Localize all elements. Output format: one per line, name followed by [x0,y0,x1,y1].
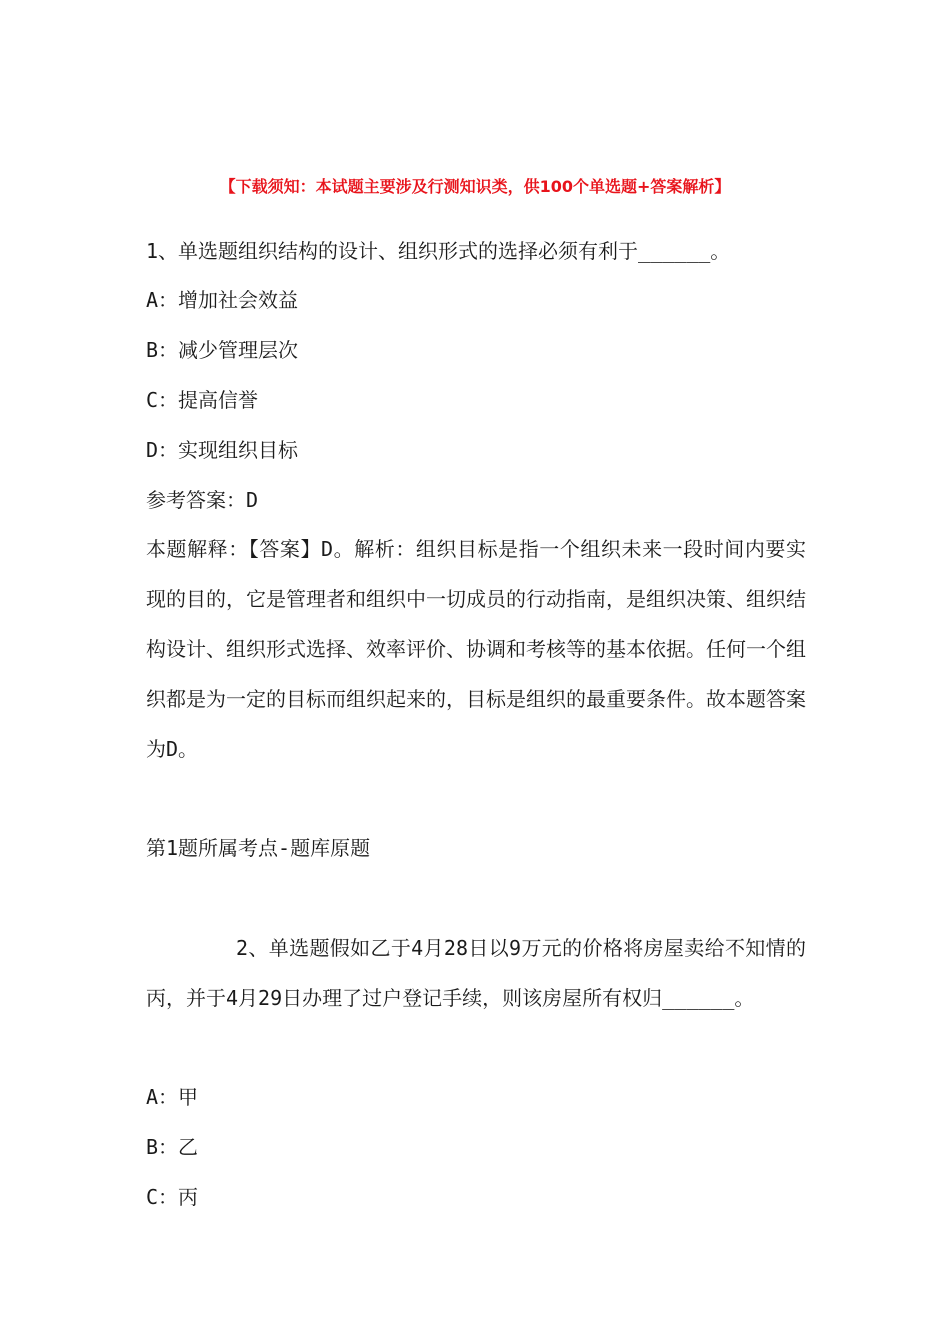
question-1-topic: 第1题所属考点-题库原题 [146,836,371,860]
download-notice: 【下载须知：本试题主要涉及行测知识类，供100个单选题+答案解析】 [219,177,731,196]
question-1-answer: 参考答案：D [146,488,259,512]
question-1-option-a: A：增加社会效益 [146,288,299,312]
question-2-stem: 2、单选题假如乙于4月28日以9万元的价格将房屋卖给不知情的丙，并于4月29日办理了过户登记手续，则该房屋所有权归______。 [146,936,806,1010]
question-2-option-c: C：丙 [146,1185,199,1209]
question-1-option-c: C：提高信誉 [146,388,259,412]
question-2-option-a: A：甲 [146,1085,199,1109]
question-1-option-b: B：减少管理层次 [146,338,299,362]
question-1-stem: 1、单选题组织结构的设计、组织形式的选择必须有利于______。 [146,239,731,263]
question-2-option-b: B：乙 [146,1135,199,1159]
question-1-option-d: D：实现组织目标 [146,438,299,462]
question-1-explanation: 本题解释：【答案】D。解析：组织目标是指一个组织未来一段时间内要实现的目的，它是管理者和组织中一切成员的行动指南，是组织决策、组织结构设计、组织形式选择、效率评价、协调和考核等的基本依据。任何一个组织都是为一定的目标而组织起来的，目标是组织的最重要条件。故本题答案为D。 [146,537,806,761]
